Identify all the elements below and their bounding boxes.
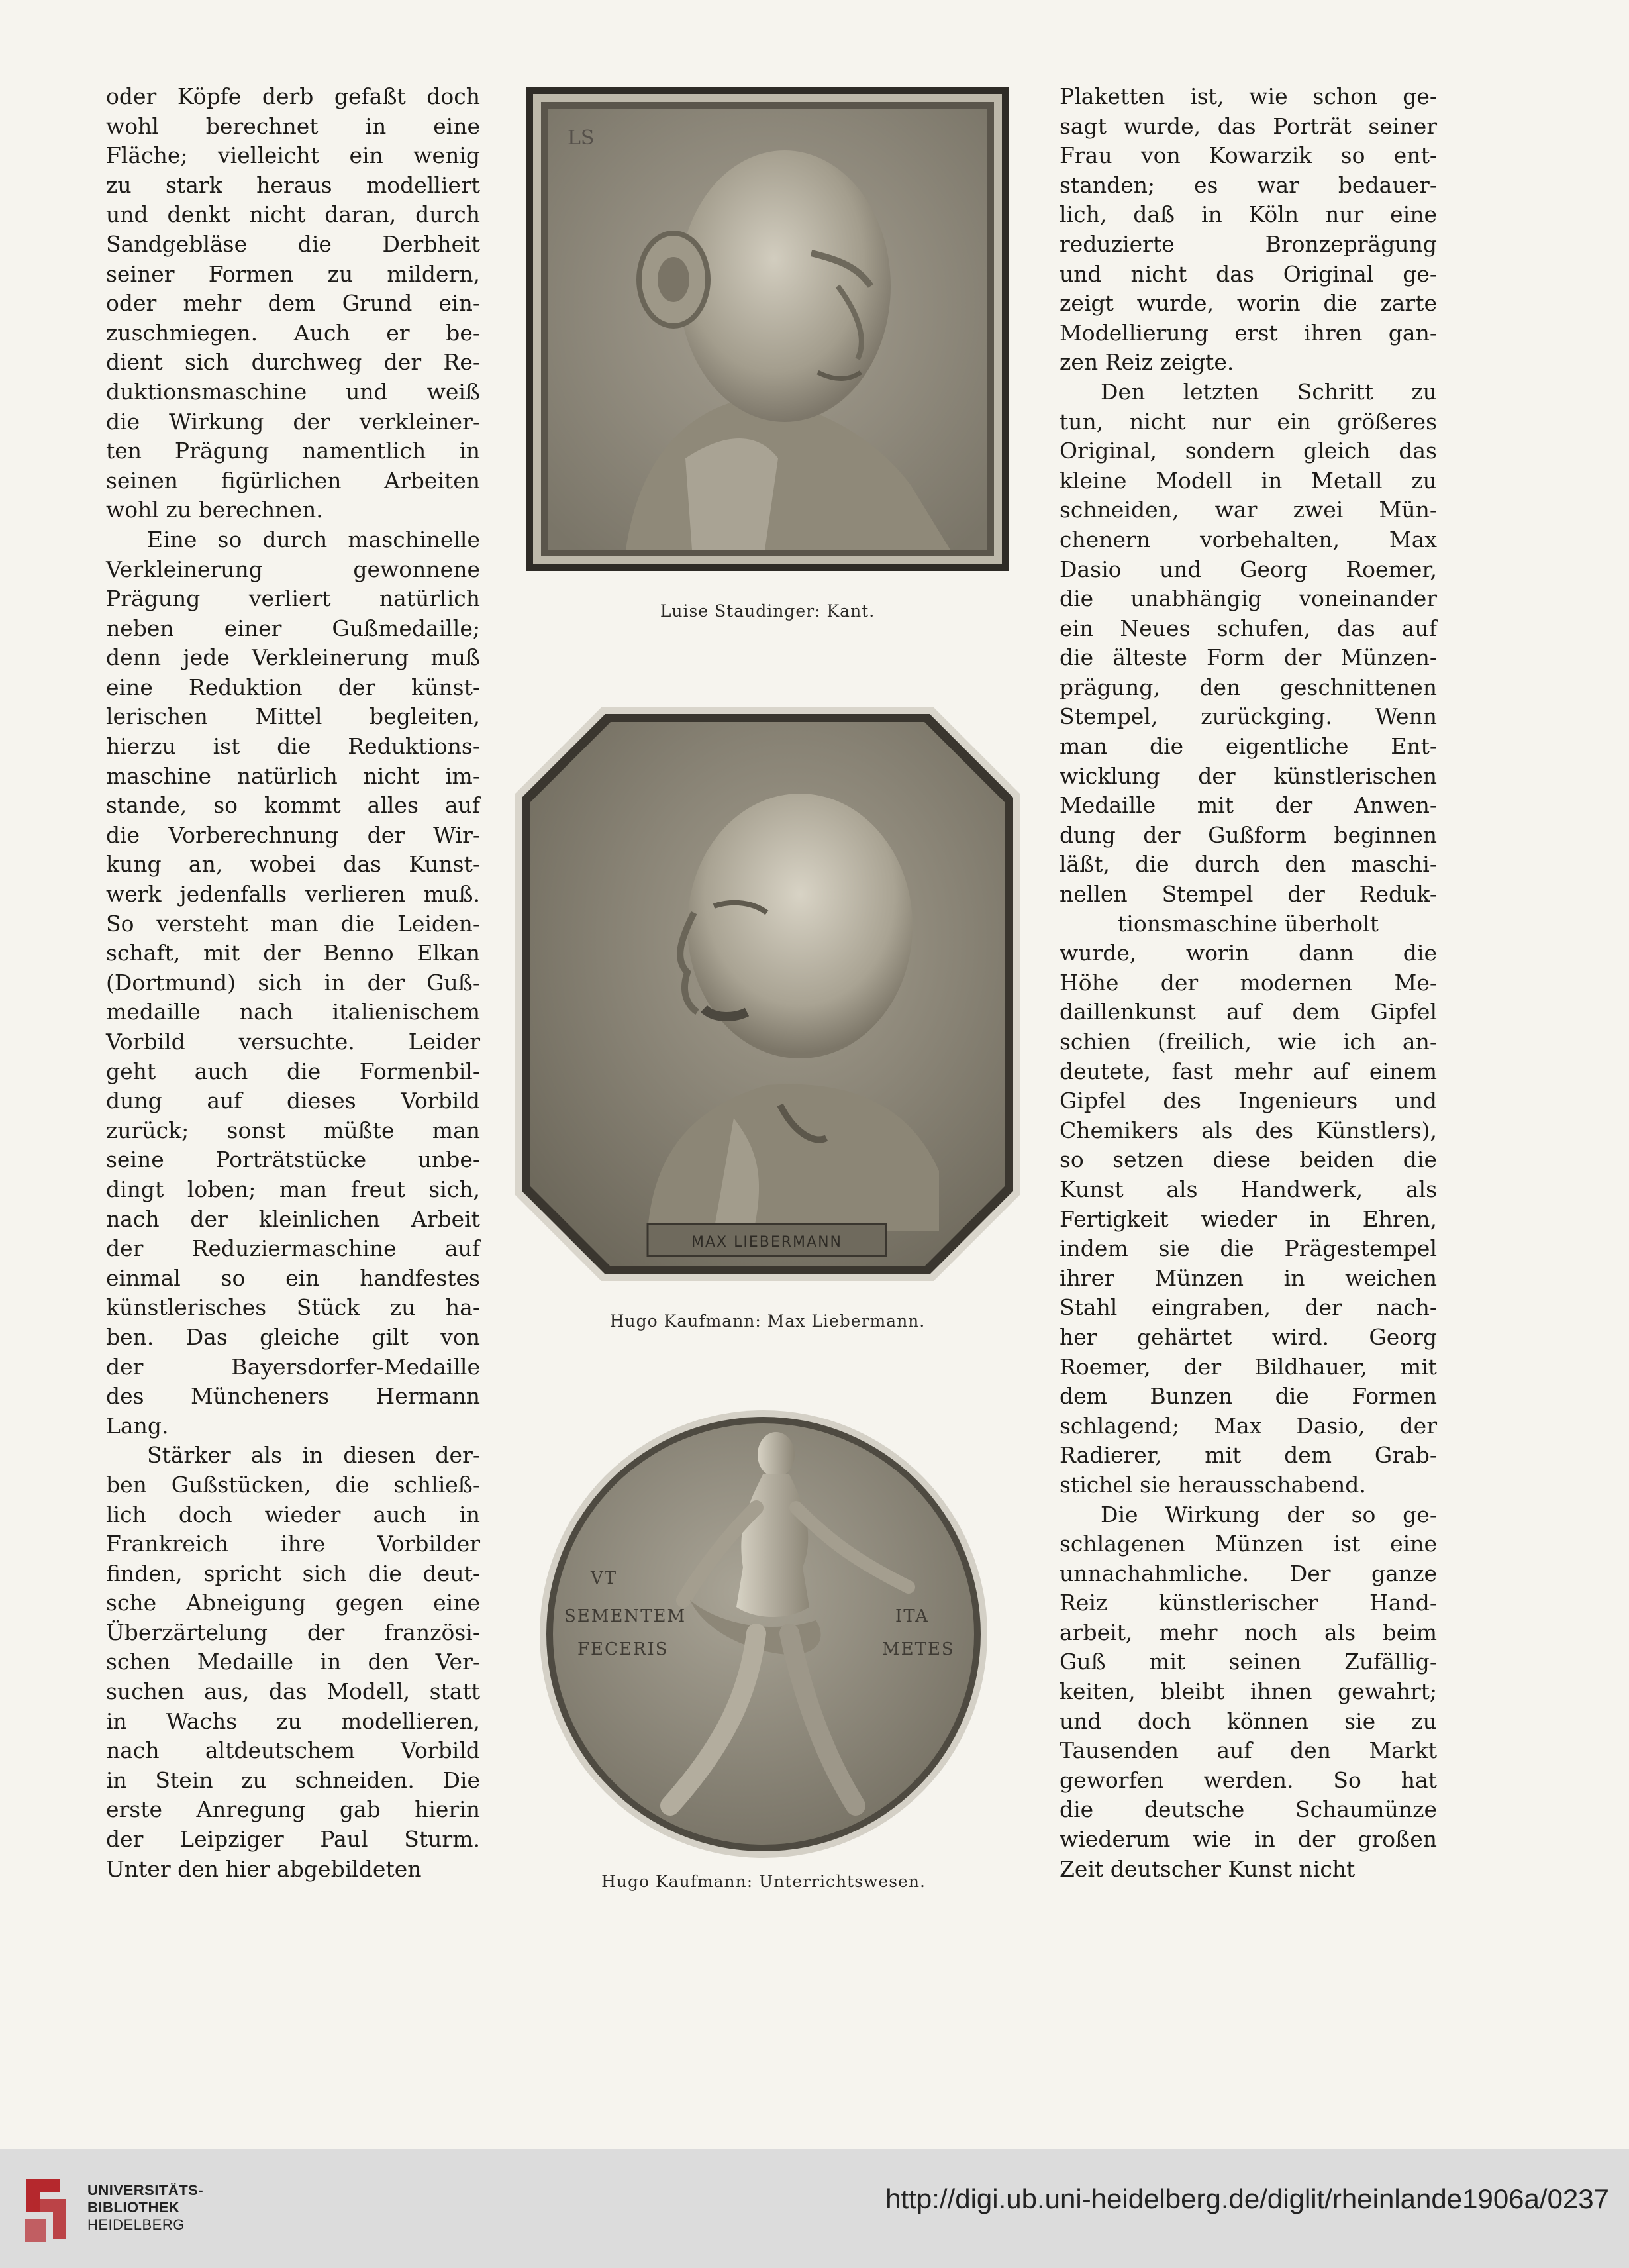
text-line: man die eigentliche Ent- <box>1060 733 1437 760</box>
liebermann-caption: Hugo Kaufmann: Max Liebermann. <box>609 1312 926 1331</box>
text-line: läßt, die durch den maschi- <box>1060 851 1437 878</box>
text-line: und denkt nicht daran, durch <box>106 201 480 228</box>
text-line: stande, so kommt alles auf <box>106 792 480 819</box>
text-line: der Bayersdorfer-Medaille <box>106 1353 480 1380</box>
text-line: tun, nicht nur ein größeres <box>1060 408 1437 435</box>
text-line: Plaketten ist, wie schon ge- <box>1060 83 1437 109</box>
text-line: die deutsche Schaumünze <box>1060 1796 1437 1823</box>
footer-bar <box>0 2149 1629 2268</box>
text-line: ein Neues schufen, das auf <box>1060 615 1437 641</box>
medal-caption: Hugo Kaufmann: Unterrichtswesen. <box>601 1872 926 1891</box>
text-line: Fertigkeit wieder in Ehren, <box>1060 1206 1437 1232</box>
medal-inscription-right-2: METES <box>882 1639 955 1659</box>
text-line: neben einer Gußmedaille; <box>106 615 480 641</box>
text-line: zeigt wurde, worin die zarte <box>1060 290 1437 317</box>
text-line: nach altdeutschem Vorbild <box>106 1737 480 1764</box>
text-line: Fläche; vielleicht ein wenig <box>106 142 480 169</box>
text-line: schen Medaille in den Ver- <box>106 1649 480 1675</box>
text-line: dient sich durchweg der Re- <box>106 349 480 376</box>
text-line: hierzu ist die Reduktions- <box>106 733 480 760</box>
text-line: seine Porträtstücke unbe- <box>106 1147 480 1173</box>
text-line: medaille nach italienischem <box>106 999 480 1025</box>
text-line: zen Reiz zeigte. <box>1060 349 1234 376</box>
medal-inscription-left-2: SEMENTEM <box>564 1606 687 1626</box>
text-line: Überzärtelung der französi- <box>106 1619 480 1645</box>
text-line: dung der Gußform beginnen <box>1060 821 1437 848</box>
text-line: lerischen Mittel begleiten, <box>106 703 480 730</box>
text-line: Vorbild versuchte. Leider <box>106 1029 480 1055</box>
medal-inscription-right-1: ITA <box>895 1606 929 1626</box>
text-line: zu stark heraus modelliert <box>106 172 480 198</box>
text-line: lich doch wieder auch in <box>106 1501 480 1527</box>
text-line: reduzierte Bronzeprägung <box>1060 231 1437 257</box>
text-line: geworfen werden. So hat <box>1060 1767 1437 1793</box>
library-logo-icon <box>20 2173 73 2245</box>
right-text-column <box>1060 82 1437 1884</box>
library-name-line-1: UNIVERSITÄTS- <box>87 2182 204 2198</box>
text-line: duktionsmaschine und weiß <box>106 378 480 405</box>
text-line: die älteste Form der Münzen- <box>1060 644 1437 671</box>
text-line: dingt loben; man freut sich, <box>106 1176 480 1202</box>
medal-inscription-left-3: FECERIS <box>577 1639 669 1659</box>
text-line: Guß mit seinen Zufällig- <box>1060 1649 1437 1675</box>
text-line: der Reduziermaschine auf <box>106 1235 480 1262</box>
text-line: Kunst als Handwerk, als <box>1060 1176 1437 1202</box>
text-line: zuschmiegen. Auch er be- <box>106 319 480 346</box>
text-line: wicklung der künstlerischen <box>1060 762 1437 789</box>
text-line: die Vorberechnung der Wir- <box>106 821 480 848</box>
text-line: in Stein zu schneiden. Die <box>106 1767 480 1793</box>
text-line: prägung, den geschnittenen <box>1060 674 1437 700</box>
source-url-link[interactable]: http://digi.ub.uni-heidelberg.de/diglit/rheinlande1906a/0237 <box>885 2183 1609 2214</box>
text-line: unnachahmliche. Der ganze <box>1060 1560 1437 1586</box>
text-line: oder mehr dem Grund ein- <box>106 290 480 317</box>
text-line: Medaille mit der Anwen- <box>1060 792 1437 819</box>
text-line: kleine Modell in Metall zu <box>1060 467 1437 493</box>
text-line: und doch können sie zu <box>1060 1708 1437 1734</box>
text-line: Lang. <box>106 1412 169 1439</box>
text-line: seinen figürlichen Arbeiten <box>106 467 480 493</box>
liebermann-inscription: MAX LIEBERMANN <box>691 1234 842 1251</box>
text-line: Zeit deutscher Kunst nicht <box>1060 1855 1356 1882</box>
text-line: Stärker als in diesen der- <box>147 1442 480 1469</box>
text-line: Unter den hier abgebildeten <box>106 1855 422 1882</box>
text-line: schaft, mit der Benno Elkan <box>106 940 480 966</box>
text-line: eine Reduktion der künst- <box>106 674 480 700</box>
text-line: keiten, bleibt ihnen gewahrt; <box>1060 1678 1437 1705</box>
text-line: stichel sie herausschabend. <box>1060 1471 1366 1498</box>
text-line: Prägung verliert natürlich <box>106 586 480 612</box>
text-line: maschine natürlich nicht im- <box>106 762 480 789</box>
text-line: werk jedenfalls verlieren muß. <box>106 881 480 907</box>
text-line: Stempel, zurückging. Wenn <box>1060 703 1437 730</box>
text-line: schneiden, war zwei Mün- <box>1060 497 1437 523</box>
text-line: Chemikers als des Künstlers), <box>1060 1117 1437 1143</box>
medal-inscription-left-1: VT <box>591 1569 618 1588</box>
text-line: Gipfel des Ingenieurs und <box>1060 1088 1437 1114</box>
text-line: wohl zu berechnen. <box>106 497 323 523</box>
text-line: indem sie die Prägestempel <box>1060 1235 1437 1262</box>
text-line: einmal so ein handfestes <box>106 1264 480 1291</box>
text-line: die Wirkung der verkleiner- <box>106 408 480 435</box>
text-line: oder Köpfe derb gefaßt doch <box>106 83 480 109</box>
kant-caption: Luise Staudinger: Kant. <box>660 601 875 621</box>
text-line: seiner Formen zu mildern, <box>106 260 480 287</box>
text-line: ihrer Münzen in weichen <box>1060 1264 1437 1291</box>
text-line: schien (freilich, wie ich an- <box>1060 1029 1437 1055</box>
text-line: Radierer, mit dem Grab- <box>1060 1442 1437 1469</box>
text-line: so setzen diese beiden die <box>1060 1147 1437 1173</box>
text-line: Tausenden auf den Markt <box>1060 1737 1437 1764</box>
text-line: Sandgebläse die Derbheit <box>106 231 480 257</box>
text-line: nach der kleinlichen Arbeit <box>106 1206 480 1232</box>
text-line: Dasio und Georg Roemer, <box>1060 556 1437 582</box>
library-name-line-3: HEIDELBERG <box>87 2216 185 2233</box>
left-text-column <box>106 82 480 1884</box>
text-line: standen; es war bedauer- <box>1060 172 1437 198</box>
text-line: ten Prägung namentlich in <box>106 438 480 464</box>
unterrichtswesen-medal-image <box>538 1408 989 1860</box>
text-line: in Wachs zu modellieren, <box>106 1708 480 1734</box>
text-line: chenern vorbehalten, Max <box>1060 526 1437 552</box>
text-line: erste Anregung gab hierin <box>106 1796 480 1823</box>
text-line: Frankreich ihre Vorbilder <box>106 1531 480 1557</box>
text-line: Den letzten Schritt zu <box>1101 378 1437 405</box>
text-line: Reiz künstlerischer Hand- <box>1060 1590 1437 1616</box>
text-line: dung auf dieses Vorbild <box>106 1088 480 1114</box>
text-line: zurück; sonst müßte man <box>106 1117 480 1143</box>
liebermann-plaque-image <box>515 707 1020 1281</box>
text-line: arbeit, mehr noch als beim <box>1060 1619 1437 1645</box>
text-line: her gehärtet wird. Georg <box>1060 1323 1437 1350</box>
library-name <box>87 2182 203 2234</box>
text-line: der Leipziger Paul Sturm. <box>106 1826 480 1853</box>
text-line: So versteht man die Leiden- <box>106 910 480 937</box>
text-line: Die Wirkung der so ge- <box>1101 1501 1437 1527</box>
text-line: ben. Das gleiche gilt von <box>106 1323 480 1350</box>
text-line: schlagend; Max Dasio, der <box>1060 1412 1437 1439</box>
text-line: wiederum wie in der großen <box>1060 1826 1437 1853</box>
text-line: kung an, wobei das Kunst- <box>106 851 480 878</box>
text-line: tionsmaschine überholt <box>1118 910 1379 937</box>
text-line: Höhe der modernen Me- <box>1060 969 1437 996</box>
library-name-line-2: BIBLIOTHEK <box>87 2199 180 2216</box>
text-line: Eine so durch maschinelle <box>147 526 480 552</box>
text-line: Modellierung erst ihren gan- <box>1060 319 1437 346</box>
text-line: (Dortmund) sich in der Guß- <box>106 969 480 996</box>
text-line: finden, spricht sich die deut- <box>106 1560 480 1586</box>
text-line: daillenkunst auf dem Gipfel <box>1060 999 1437 1025</box>
text-line: dem Bunzen die Formen <box>1060 1383 1437 1410</box>
text-line: Roemer, der Bildhauer, mit <box>1060 1353 1437 1380</box>
text-line: nellen Stempel der Reduk- <box>1060 881 1437 907</box>
text-line: deutete, fast mehr auf einem <box>1060 1058 1437 1084</box>
text-line: des Müncheners Hermann <box>106 1383 480 1410</box>
text-line: Frau von Kowarzik so ent- <box>1060 142 1437 169</box>
text-line: wurde, worin dann die <box>1060 940 1437 966</box>
kant-monogram: LS <box>568 127 595 150</box>
text-line: sche Abneigung gegen eine <box>106 1590 480 1616</box>
text-line: die unabhängig voneinander <box>1060 586 1437 612</box>
text-line: suchen aus, das Modell, statt <box>106 1678 480 1705</box>
text-line: und nicht das Original ge- <box>1060 260 1437 287</box>
text-line: schlagenen Münzen ist eine <box>1060 1531 1437 1557</box>
kant-relief-image <box>526 87 1009 571</box>
text-line: lich, daß in Köln nur eine <box>1060 201 1437 228</box>
text-line: wohl berechnet in eine <box>106 113 480 139</box>
text-line: Stahl eingraben, der nach- <box>1060 1294 1437 1321</box>
text-line: künstlerisches Stück zu ha- <box>106 1294 480 1321</box>
text-line: geht auch die Formenbil- <box>106 1058 480 1084</box>
text-line: Original, sondern gleich das <box>1060 438 1437 464</box>
text-line: ben Gußstücken, die schließ- <box>106 1471 480 1498</box>
text-line: sagt wurde, das Porträt seiner <box>1060 113 1437 139</box>
text-line: Verkleinerung gewonnene <box>106 556 480 582</box>
text-line: denn jede Verkleinerung muß <box>106 644 480 671</box>
